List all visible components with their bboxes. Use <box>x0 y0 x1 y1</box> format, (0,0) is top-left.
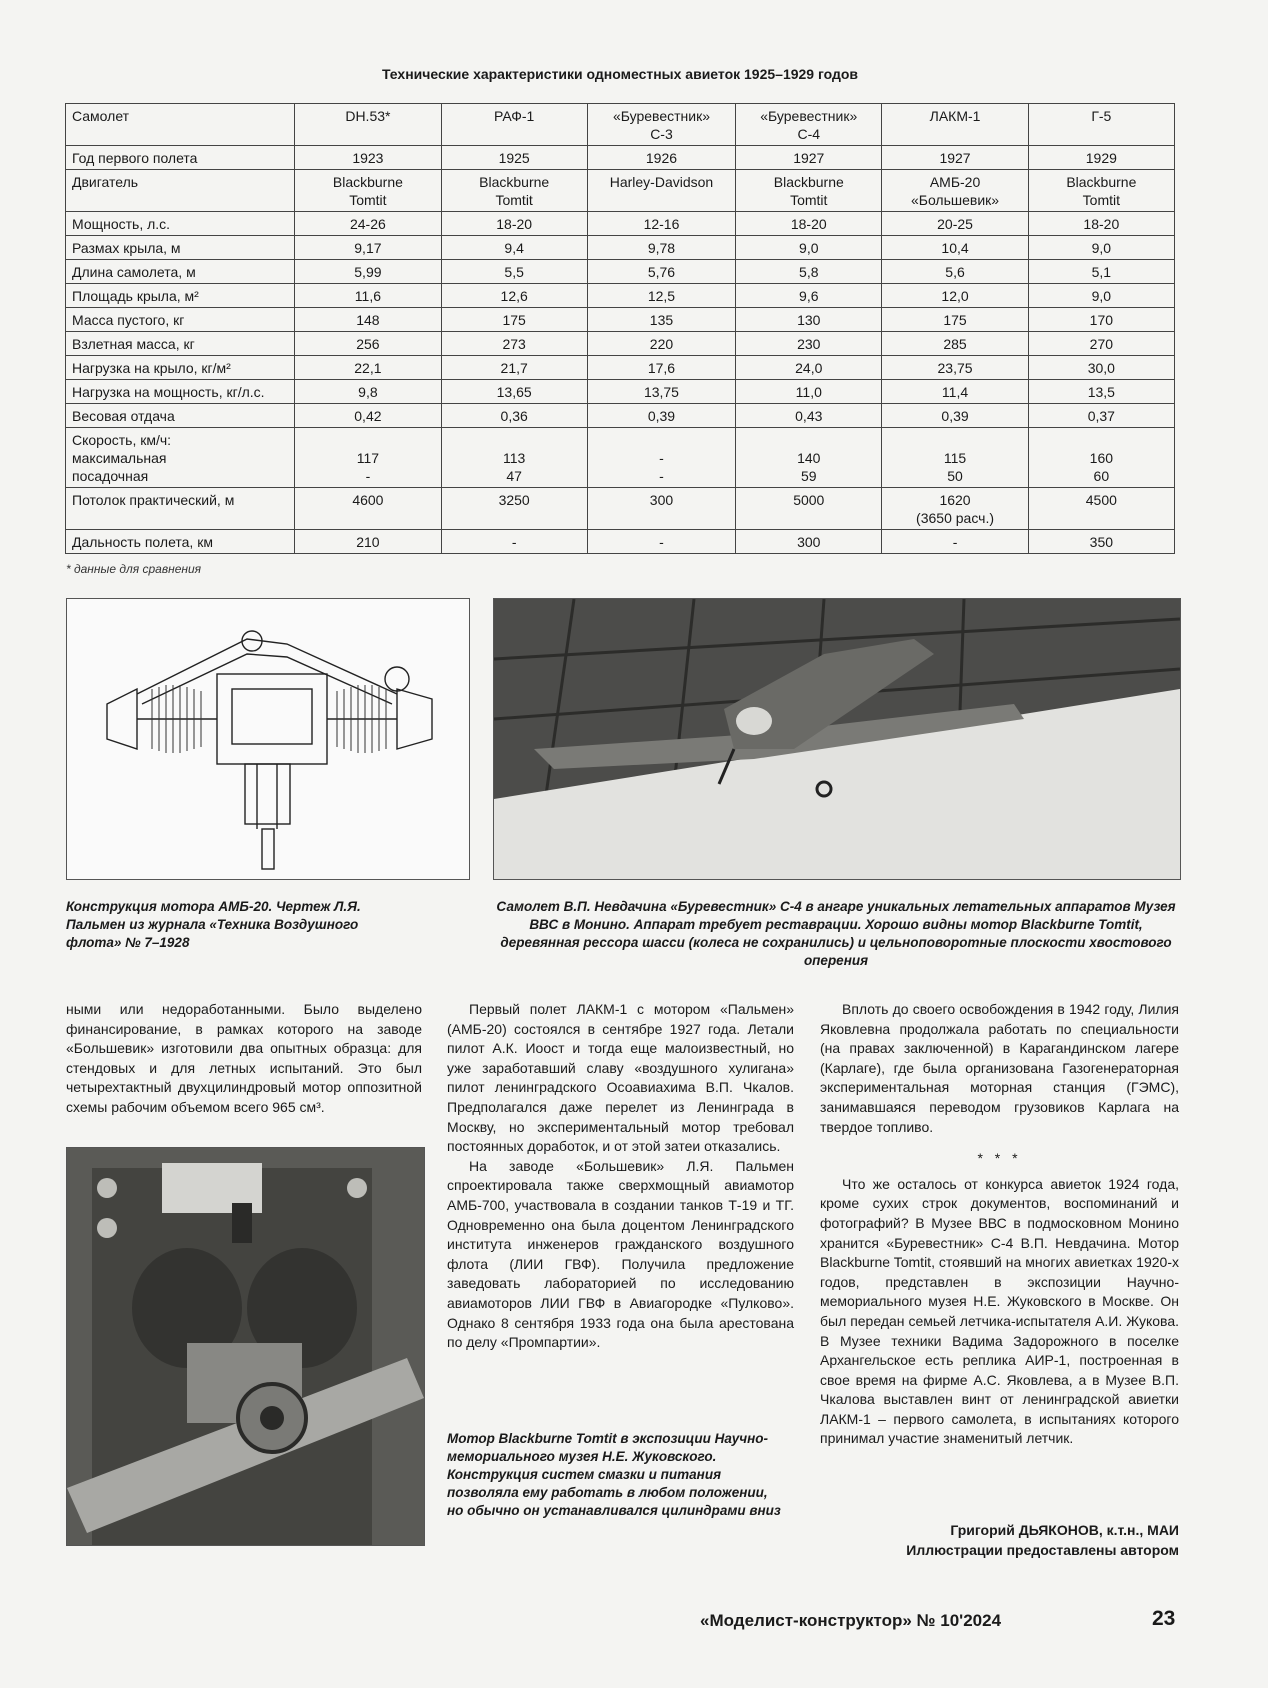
table-cell: 3250 <box>441 488 587 530</box>
spec-table <box>65 103 1175 554</box>
table-cell: 115 50 <box>882 428 1028 488</box>
text-column-3 <box>820 1000 1179 1449</box>
table-cell: 285 <box>882 332 1028 356</box>
table-cell: 220 <box>587 332 735 356</box>
table-cell: 135 <box>587 308 735 332</box>
table-cell: 9,6 <box>736 284 882 308</box>
table-header-row <box>66 104 1175 146</box>
table-cell: 117 - <box>295 428 441 488</box>
table-cell: - - <box>587 428 735 488</box>
table-cell: 11,4 <box>882 380 1028 404</box>
table-row-label: Дальность полета, км <box>66 530 295 554</box>
table-row-label: Мощность, л.с. <box>66 212 295 236</box>
table-cell: «Буревестник» С-4 <box>736 104 882 146</box>
table-cell: 1927 <box>882 146 1028 170</box>
table-row-label: Самолет <box>66 104 295 146</box>
table-cell: 1927 <box>736 146 882 170</box>
table-row <box>66 284 1175 308</box>
author-name: Григорий ДЬЯКОНОВ, к.т.н., МАИ <box>950 1522 1179 1538</box>
table-row <box>66 146 1175 170</box>
table-cell: 5,76 <box>587 260 735 284</box>
table-cell: 18-20 <box>736 212 882 236</box>
table-cell: 300 <box>587 488 735 530</box>
table-row <box>66 428 1175 488</box>
table-row-label: Размах крыла, м <box>66 236 295 260</box>
table-cell: 21,7 <box>441 356 587 380</box>
engine-drawing <box>67 599 469 879</box>
table-cell: 9,0 <box>1028 284 1174 308</box>
table-cell: 9,17 <box>295 236 441 260</box>
plane-photo-figure <box>493 598 1181 880</box>
table-cell: 11,6 <box>295 284 441 308</box>
engine-drawing-figure <box>66 598 470 880</box>
table-cell: 140 59 <box>736 428 882 488</box>
table-cell: ЛАКМ-1 <box>882 104 1028 146</box>
table-cell: 170 <box>1028 308 1174 332</box>
table-cell: Blackburne Tomtit <box>295 170 441 212</box>
table-title: Технические характеристики одноместных авиеток 1925–1929 годов <box>381 66 859 82</box>
table-cell: 18-20 <box>1028 212 1174 236</box>
table-cell: 22,1 <box>295 356 441 380</box>
table-cell: 12,6 <box>441 284 587 308</box>
table-cell: 130 <box>736 308 882 332</box>
table-cell: 5,99 <box>295 260 441 284</box>
table-cell: 0,36 <box>441 404 587 428</box>
table-row <box>66 236 1175 260</box>
table-row-label: Потолок практический, м <box>66 488 295 530</box>
table-cell: 210 <box>295 530 441 554</box>
table-cell: 9,4 <box>441 236 587 260</box>
table-cell: 1926 <box>587 146 735 170</box>
table-cell: 24-26 <box>295 212 441 236</box>
table-row <box>66 260 1175 284</box>
col3-paragraph-2: Что же осталось от конкурса авиеток 1924 года, кроме сухих строк документов, воспоминаний и фотографий? В Музее ВВС в подмосковном Монино хранится «Буревестник» С-4 В.П. Невдачина. Мотор Blackburne Tomtit, стоявший на многих авиетках 1920-х годов, представлен в экспозиции Научно-мемориального музея Н.Е. Жуковского в Москве. Он был передан семьей летчика-испытателя А.И. Жукова. В Музее техники Вадима Задорожного в поселке Архангельское есть реплика АИР-1, построенная в свое время на фирме А.С. Яковлева, а в Музее В.П. Чкалова выставлен винт от ленинградской авиетки ЛАКМ-1 – первого самолета, в испытаниях которого принимал участие знаменитый летчик. <box>820 1175 1179 1447</box>
table-row-label: Нагрузка на крыло, кг/м² <box>66 356 295 380</box>
table-cell: 148 <box>295 308 441 332</box>
page-number: 23 <box>1152 1607 1176 1630</box>
table-cell: 9,0 <box>1028 236 1174 260</box>
table-row-label: Площадь крыла, м² <box>66 284 295 308</box>
table-row <box>66 530 1175 554</box>
table-cell: РАФ-1 <box>441 104 587 146</box>
section-separator: * * * <box>977 1150 1022 1167</box>
table-row <box>66 404 1175 428</box>
table-cell: Harley-Davidson <box>587 170 735 212</box>
table-cell: Blackburne Tomtit <box>736 170 882 212</box>
table-cell: Blackburne Tomtit <box>441 170 587 212</box>
table-cell: 0,43 <box>736 404 882 428</box>
table-cell: 18-20 <box>441 212 587 236</box>
table-row-label: Взлетная масса, кг <box>66 332 295 356</box>
col3-paragraph-1: Вплоть до своего освобождения в 1942 году, Лилия Яковлевна продолжала работать по специальности (на правах заключенной) в Карагандинском лагере (Карлаге), где была организована Газогенераторная экспериментальная моторная станция (ГЭМС), занимавшаяся переводом грузовиков Карлага на твердое топливо. <box>820 1001 1179 1135</box>
table-cell: Blackburne Tomtit <box>1028 170 1174 212</box>
table-cell: 12,5 <box>587 284 735 308</box>
table-cell: 113 47 <box>441 428 587 488</box>
table-cell: 5,8 <box>736 260 882 284</box>
table-cell: 1620 (3650 расч.) <box>882 488 1028 530</box>
table-note: * данные для сравнения <box>66 562 202 576</box>
table-cell: Г-5 <box>1028 104 1174 146</box>
journal-footer: «Моделист-конструктор» № 10'2024 <box>700 1611 1002 1630</box>
table-cell: 4600 <box>295 488 441 530</box>
table-row-label: Длина самолета, м <box>66 260 295 284</box>
table-row <box>66 170 1175 212</box>
table-row <box>66 308 1175 332</box>
table-cell: 270 <box>1028 332 1174 356</box>
table-row-label: Весовая отдача <box>66 404 295 428</box>
text-column-1 <box>66 1000 422 1118</box>
table-cell: 160 60 <box>1028 428 1174 488</box>
table-row-label: Нагрузка на мощность, кг/л.с. <box>66 380 295 404</box>
table-cell: 0,42 <box>295 404 441 428</box>
motor-photo-figure <box>66 1147 425 1546</box>
table-cell: 0,39 <box>587 404 735 428</box>
table-cell: 1923 <box>295 146 441 170</box>
plane-caption: Самолет В.П. Невдачина «Буревестник» С-4 в ангаре уникальных летательных аппаратов Музея ВВС в Монино. Аппарат требует реставрации. Хорошо видны мотор Blackburne Tomtit, деревянная рессора шасси (колеса не сохранились) и цельноповоротные плоскости хвостового оперения <box>496 899 1176 968</box>
table-cell: 5,5 <box>441 260 587 284</box>
col2-paragraph-2: На заводе «Большевик» Л.Я. Пальмен спроектировала также сверхмощный авиамотор АМБ-700, участвовала в создании танков Т-19 и ТГ. Одновременно она была доцентом Ленинградского института инженеров гражданского воздушного флота (ЛИИ ГВФ). Получила предложение заведовать лабораторией по исследованию авиамоторов ЛИИ ГВФ в Авиагородке «Пулково». Однако 8 сентября 1933 года она была арестована по делу «Промпартии». <box>447 1157 794 1351</box>
table-cell: 30,0 <box>1028 356 1174 380</box>
table-cell: 13,65 <box>441 380 587 404</box>
table-cell: 12-16 <box>587 212 735 236</box>
motor-photo <box>67 1148 424 1545</box>
table-row-label: Двигатель <box>66 170 295 212</box>
table-cell: 1929 <box>1028 146 1174 170</box>
table-cell: DH.53* <box>295 104 441 146</box>
table-cell: 10,4 <box>882 236 1028 260</box>
table-cell: 0,39 <box>882 404 1028 428</box>
table-row <box>66 332 1175 356</box>
table-row-label: Скорость, км/ч: максимальная посадочная <box>66 428 295 488</box>
signature <box>820 1520 1179 1560</box>
table-cell: 24,0 <box>736 356 882 380</box>
table-cell: 9,8 <box>295 380 441 404</box>
table-cell: 175 <box>441 308 587 332</box>
table-row-label: Масса пустого, кг <box>66 308 295 332</box>
table-cell: 300 <box>736 530 882 554</box>
table-cell: 5,6 <box>882 260 1028 284</box>
table-cell: 256 <box>295 332 441 356</box>
table-row <box>66 212 1175 236</box>
table-cell: 1925 <box>441 146 587 170</box>
plane-photo <box>494 599 1180 879</box>
table-row-label: Год первого полета <box>66 146 295 170</box>
table-cell: 273 <box>441 332 587 356</box>
table-cell: 5,1 <box>1028 260 1174 284</box>
table-cell: - <box>587 530 735 554</box>
table-cell: 9,78 <box>587 236 735 260</box>
table-cell: 17,6 <box>587 356 735 380</box>
table-cell: 12,0 <box>882 284 1028 308</box>
table-cell: 13,5 <box>1028 380 1174 404</box>
engine-caption: Конструкция мотора АМБ-20. Чертеж Л.Я. Пальмен из журнала «Техника Воздушного флота» № 7–1928 <box>66 899 361 950</box>
table-cell: 9,0 <box>736 236 882 260</box>
col1-paragraph-1: ными или недоработанными. Было выделено финансирование, в рамках которого на заводе «Большевик» изготовили два опытных образца: для стендовых и для летных испытаний. Это был четырехтактный двухцилиндровый мотор оппозитной схемы рабочим объемом всего 965 см³. <box>66 1001 422 1115</box>
table-cell: - <box>882 530 1028 554</box>
table-cell: 175 <box>882 308 1028 332</box>
table-row <box>66 380 1175 404</box>
table-row <box>66 488 1175 530</box>
table-cell: 230 <box>736 332 882 356</box>
text-column-2 <box>447 1000 794 1353</box>
table-cell: АМБ-20 «Большевик» <box>882 170 1028 212</box>
col2-paragraph-1: Первый полет ЛАКМ-1 с мотором «Пальмен» (АМБ-20) состоялся в сентябре 1927 года. Летали пилот А.К. Иоост и тогда еще малоизвестный, но уже заработавший славу «воздушного хулигана» пилот ленинградского Осоавиахима В.П. Чкалов. Предполагался даже перелет из Ленинграда в Москву, но экспериментальный мотор требовал постоянных доработок, и от этой затеи отказались. <box>447 1001 794 1155</box>
table-row <box>66 356 1175 380</box>
table-cell: 5000 <box>736 488 882 530</box>
table-cell: 4500 <box>1028 488 1174 530</box>
table-cell: 11,0 <box>736 380 882 404</box>
motor-caption: Мотор Blackburne Tomtit в экспозиции Научно-мемориального музея Н.Е. Жуковского. Конструкция систем смазки и питания позволяла ему работать в любом положении, но обычно он устанавливался цилиндрами вниз <box>447 1431 781 1518</box>
table-cell: 13,75 <box>587 380 735 404</box>
table-cell: - <box>441 530 587 554</box>
table-cell: 350 <box>1028 530 1174 554</box>
table-cell: «Буревестник» С-3 <box>587 104 735 146</box>
table-cell: 0,37 <box>1028 404 1174 428</box>
table-cell: 20-25 <box>882 212 1028 236</box>
illustrations-credit: Иллюстрации предоставлены автором <box>906 1542 1179 1558</box>
table-cell: 23,75 <box>882 356 1028 380</box>
